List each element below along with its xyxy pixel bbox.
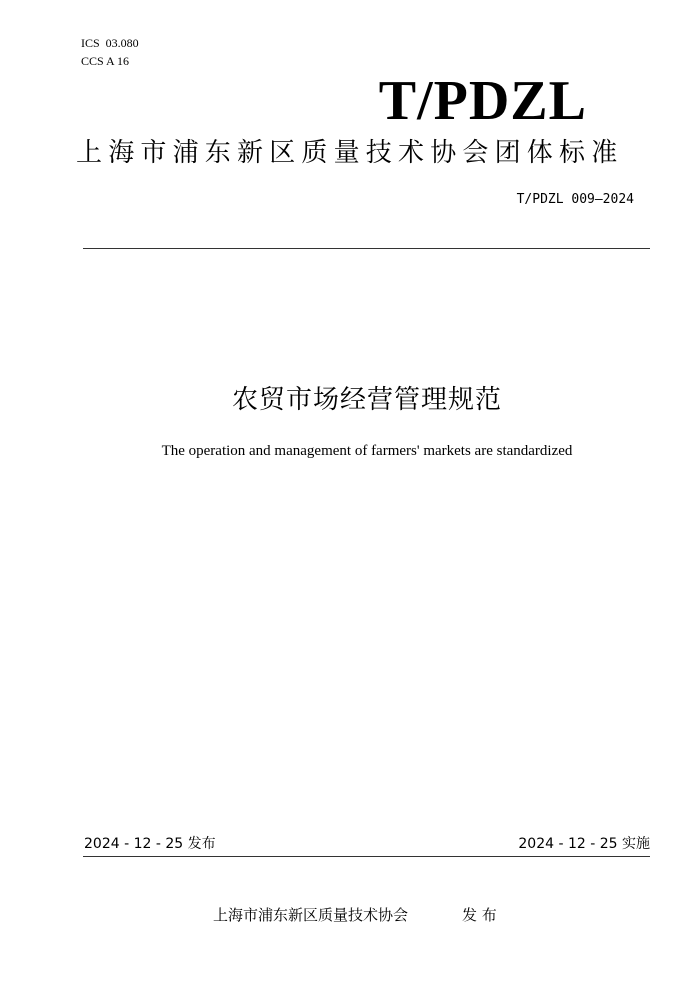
- ccs-code: CCS A 16: [81, 54, 130, 68]
- document-title-en: The operation and management of farmers' markets are standardized: [161, 443, 573, 459]
- footer-divider: [83, 856, 650, 857]
- publisher-name: 上海市浦东新区质量技术协会: [213, 906, 409, 924]
- document-title-cn: 农贸市场经营管理规范: [231, 385, 502, 415]
- standard-code: T/PDZL: [378, 70, 587, 132]
- standard-number: T/PDZL 009—2024: [516, 192, 634, 207]
- ics-code: ICS 03.080: [81, 36, 139, 50]
- publish-date: 2024 - 12 - 25 发布: [84, 836, 216, 852]
- issue-label: 发 布: [462, 906, 497, 924]
- header-divider: [83, 248, 650, 249]
- implement-date: 2024 - 12 - 25 实施: [518, 836, 650, 852]
- classification-codes: [81, 34, 139, 70]
- organization-standard-title: 上海市浦东新区质量技术协会团体标准: [76, 138, 624, 168]
